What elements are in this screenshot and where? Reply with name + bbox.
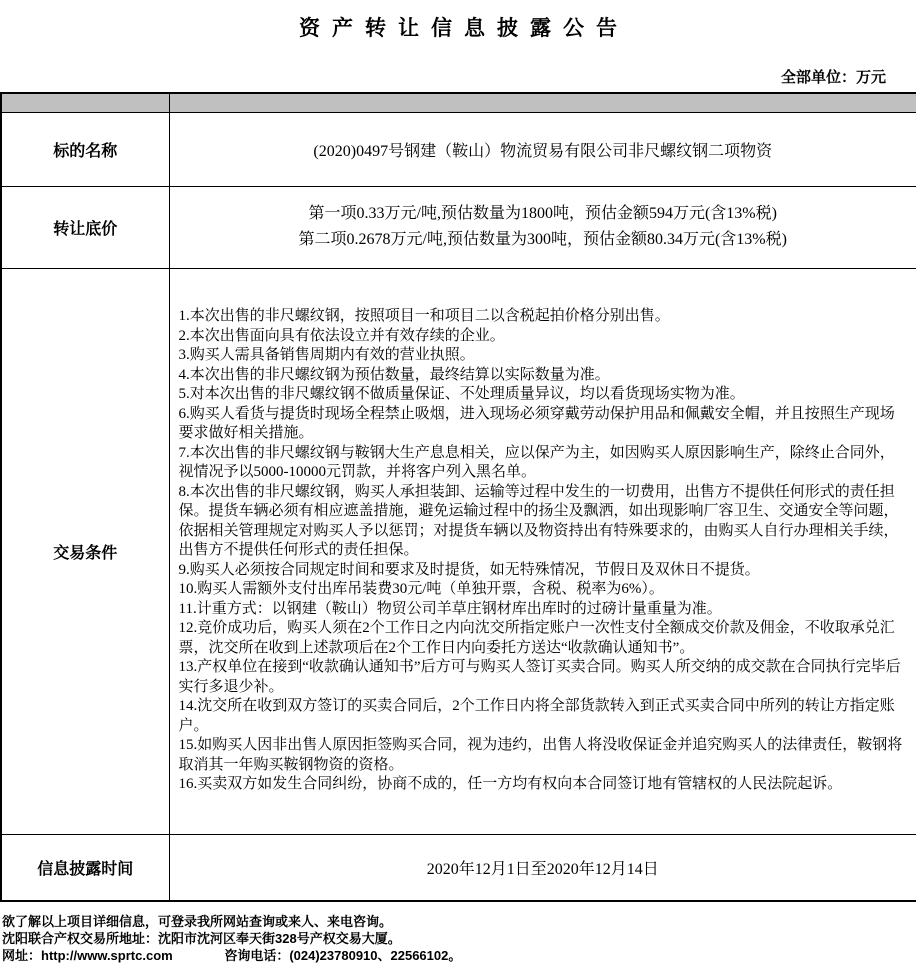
- condition-item-14: 14.沈交所在收到双方签订的买卖合同后，2个工作日内将全部货款转入到正式买卖合同中所列的转让方指定账户。: [178, 698, 895, 734]
- table-row-base-price: [1, 186, 916, 268]
- table-row-conditions: [1, 268, 916, 834]
- condition-item-5: 5.对本次出售的非尺螺纹钢不做质量保证、不处理质量异议，均以看货现场实物为准。: [178, 386, 745, 403]
- table-header-row: [1, 93, 916, 112]
- disclosure-time-value: 2020年12月1日至2020年12月14日: [169, 834, 916, 901]
- disclosure-table: [0, 92, 916, 902]
- footer-info-line: 欲了解以上项目详细信息，可登录我所网站查询或来人、来电咨询。: [2, 914, 393, 929]
- condition-item-16: 16.买卖双方如发生合同纠纷，协商不成的，任一方均有权向本合同签订地有管辖权的人民法院起诉。: [178, 776, 843, 793]
- footer-address-line: 沈阳联合产权交易所地址：沈阳市沈河区奉天街328号产权交易大厦。: [2, 931, 401, 946]
- subject-name-label: 标的名称: [1, 112, 169, 186]
- table-row-disclosure-time: [1, 834, 916, 901]
- header-cell-value: [169, 93, 916, 112]
- condition-item-10: 10.购买人需额外支付出库吊装费30元/吨（单独开票，含税、税率为6%）。: [178, 581, 664, 598]
- condition-item-2: 2.本次出售面向具有依法设立并有效存续的企业。: [178, 327, 505, 344]
- subject-name-value: (2020)0497号钢建（鞍山）物流贸易有限公司非尺螺纹钢二项物资: [169, 112, 916, 186]
- footer-phone: 咨询电话：(024)23780910、22566102。: [224, 948, 462, 963]
- conditions-label: 交易条件: [1, 268, 169, 834]
- base-price-label: 转让底价: [1, 186, 169, 268]
- table-row-subject: [1, 112, 916, 186]
- footer-website: 网址：http://www.sprtc.com: [2, 948, 173, 963]
- condition-item-11: 11.计重方式：以钢建（鞍山）物贸公司羊草庄钢材库出库时的过磅计量重量为准。: [178, 600, 722, 617]
- unit-note: 全部单位：万元: [780, 69, 886, 86]
- conditions-value: [169, 268, 916, 834]
- condition-item-8: 8.本次出售的非尺螺纹钢，购买人承担装卸、运输等过程中发生的一切费用，出售方不提供任何形式的责任担保。提货车辆必须有相应遮盖措施，避免运输过程中的扬尘及飘洒，如出现影响厂容卫生、交通安全等问题，依据相关管理规定对购买人予以惩罚；对提货车辆以及物资持出有特殊要求的，由购买人自行办理相关手续，出售方不提供任何形式的责任担保。: [178, 483, 899, 559]
- condition-item-7: 7.本次出售的非尺螺纹钢与鞍钢大生产息息相关，应以保产为主，如因购买人原因影响生产，除终止合同外，视情况予以5000-10000元罚款，并将客户列入黑名单。: [178, 444, 895, 481]
- footer: [2, 913, 461, 964]
- condition-item-6: 6.购买人看货与提货时现场全程禁止吸烟，进入现场必须穿戴劳动保护用品和佩戴安全帽，并且按照生产现场要求做好相关措施。: [178, 405, 895, 442]
- price-line-1: 第一项0.33万元/吨,预估数量为1800吨，预估金额594万元(含13%税): [308, 205, 777, 222]
- condition-item-12: 12.竞价成功后，购买人须在2个工作日之内向沈交所指定账户一次性支付全额成交价款及佣金，不收取承兑汇票，沈交所在收到上述款项后在2个工作日内向委托方送达“收款确认通知书”。: [178, 620, 895, 656]
- condition-item-1: 1.本次出售的非尺螺纹钢，按照项目一和项目二以含税起拍价格分别出售。: [178, 308, 670, 325]
- condition-item-15: 15.如购买人因非出售人原因拒签购买合同，视为违约，出售人将没收保证金并追究购买人的法律责任，鞍钢将取消其一年购买鞍钢物资的资格。: [178, 737, 903, 773]
- condition-item-4: 4.本次出售的非尺螺纹钢为预估数量，最终结算以实际数量为准。: [178, 366, 610, 383]
- price-line-2: 第二项0.2678万元/吨,预估数量为300吨，预估金额80.34万元(含13%税): [298, 231, 787, 248]
- header-cell-label: [1, 93, 169, 112]
- base-price-value: [169, 186, 916, 268]
- condition-item-13: 13.产权单位在接到“收款确认通知书”后方可与购买人签订买卖合同。购买人所交纳的成交款在合同执行完毕后实行多退少补。: [178, 659, 901, 695]
- footer-contact-line: [2, 947, 461, 964]
- condition-item-3: 3.购买人需具备销售周期内有效的营业执照。: [178, 347, 475, 364]
- condition-item-9: 9.购买人必须按合同规定时间和要求及时提货，如无特殊情况，节假日及双休日不提货。: [178, 561, 760, 578]
- disclosure-time-label: 信息披露时间: [1, 834, 169, 901]
- page-title: 资产转让信息披露公告: [299, 16, 629, 40]
